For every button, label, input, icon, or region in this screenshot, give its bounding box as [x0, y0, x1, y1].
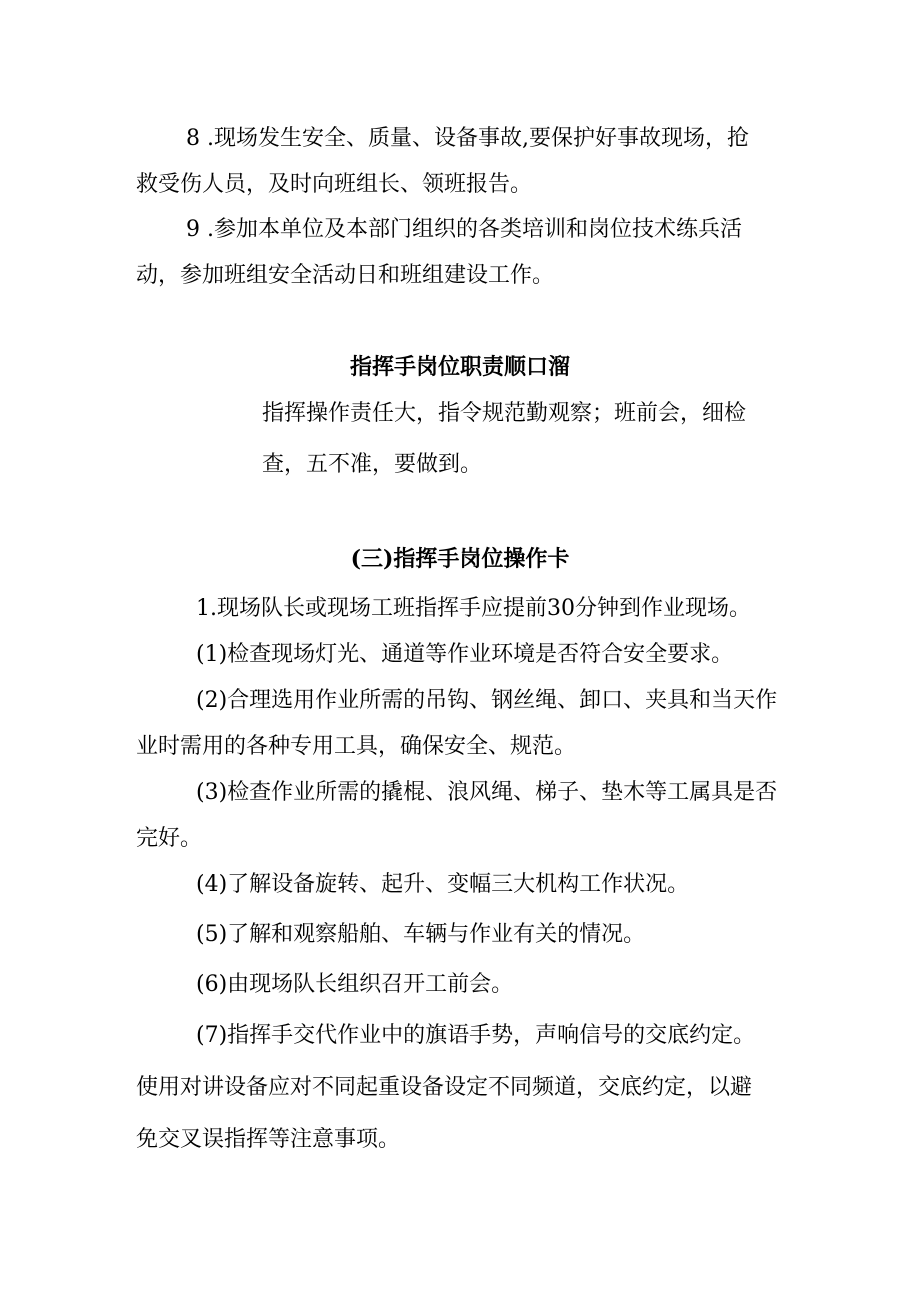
card-title: (三)指挥手岗位操作卡 [350, 546, 570, 572]
card-sub-7-line-1: (7)指挥手交代作业中的旗语手势，声响信号的交底约定。 [196, 1023, 756, 1048]
card-sub-7-line-2: 使用对讲设备应对不同起重设备设定不同频道，交底约定，以避 [136, 1075, 753, 1100]
card-sub-7-line-3: 免交叉误指挥等注意事项。 [136, 1127, 401, 1152]
jingle-line-2: 查，五不准，要做到。 [262, 452, 483, 477]
card-sub-5: (5)了解和观察船舶、车辆与作业有关的情况。 [196, 922, 646, 947]
card-sub-2-line-2: 业时需用的各种专用工具，确保安全、规范。 [136, 734, 577, 759]
jingle-line-1: 指挥操作责任大，指令规范勤观察；班前会，细检 [262, 401, 747, 426]
card-sub-3-line-1: (3)检查作业所需的撬棍、浪风绳、梯子、垫木等工属具是否 [196, 780, 778, 805]
card-sub-3-line-2: 完好。 [136, 826, 203, 851]
jingle-title: 指挥手岗位职责顺口溜 [349, 354, 570, 380]
card-sub-6: (6)由现场队长组织召开工前会。 [196, 972, 514, 997]
item-8-line-1: 8 .现场发生安全、质量、设备事故,要保护好事故现场，抢 [186, 126, 749, 151]
card-sub-1: (1)检查现场灯光、通道等作业环境是否符合安全要求。 [196, 642, 734, 667]
card-sub-4: (4)了解设备旋转、起升、变幅三大机构工作状况。 [196, 872, 690, 897]
item-9-line-2: 动，参加班组安全活动日和班组建设工作。 [136, 263, 555, 288]
card-sub-2-line-1: (2)合理选用作业所需的吊钩、钢丝绳、卸口、夹具和当天作 [196, 688, 778, 713]
item-8-line-2: 救受伤人员，及时向班组长、领班报告。 [136, 172, 533, 197]
item-9-line-1: 9 .参加本单位及本部门组织的各类培训和岗位技术练兵活 [186, 217, 742, 242]
card-item-1: 1.现场队长或现场工班指挥手应提前30分钟到作业现场。 [196, 596, 751, 621]
